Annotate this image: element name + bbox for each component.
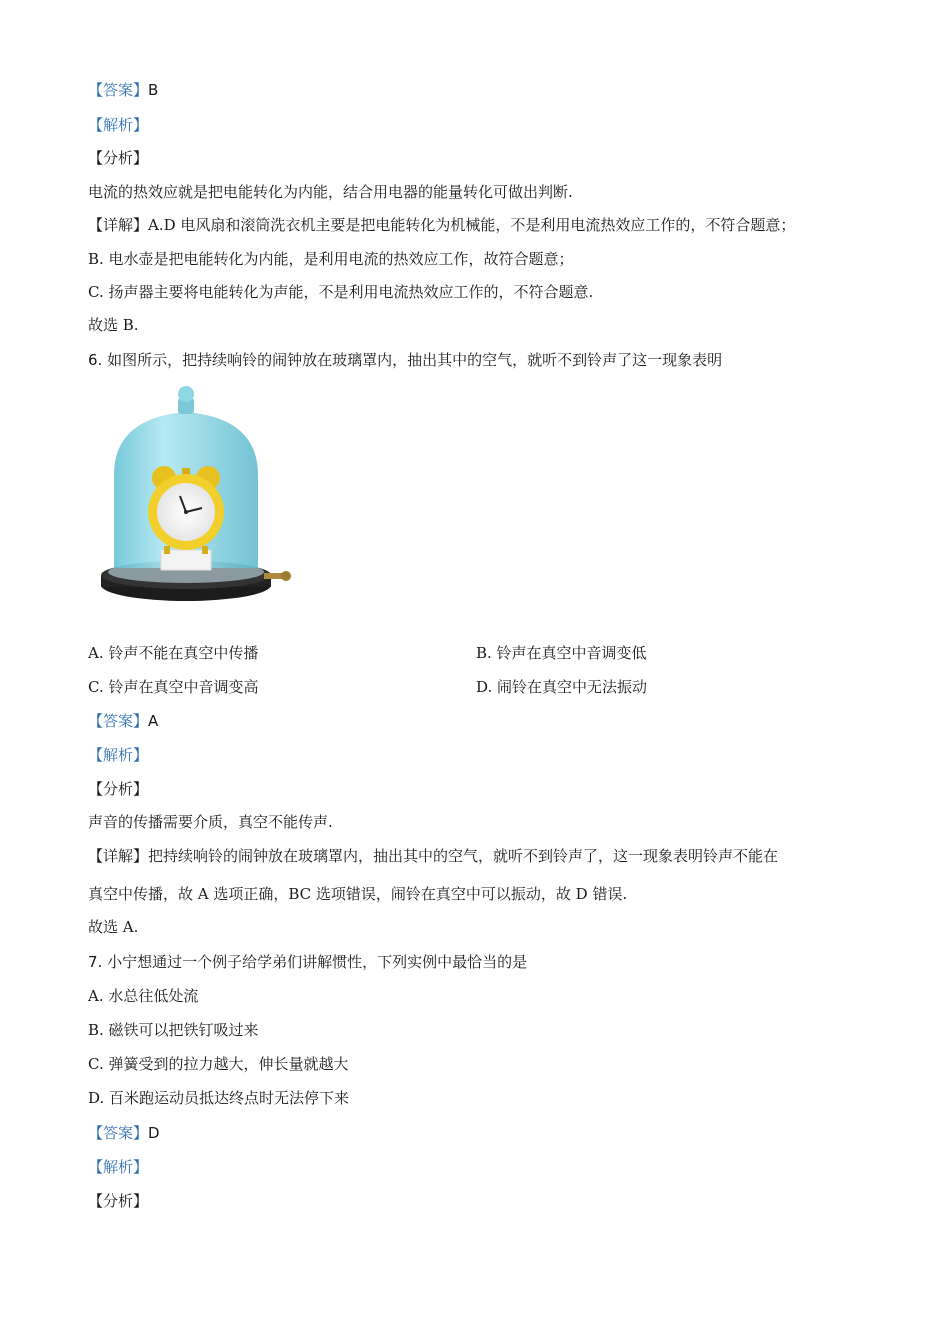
q7-option-c: C. 弹簧受到的拉力越大，伸长量就越大: [88, 1055, 349, 1073]
xiangjie-tag: 【详解】: [88, 847, 149, 865]
answer-value: A: [148, 712, 159, 730]
q5-xiangjie-3: C. 扬声器主要将电能转化为声能，不是利用电流热效应工作的，不符合题意.: [88, 283, 594, 301]
q5-fenxi-text: 电流的热效应就是把电能转化为内能，结合用电器的能量转化可做出判断.: [88, 183, 573, 201]
answer-value: D: [148, 1124, 160, 1142]
q6-xiangjie-2: 真空中传播，故 A 选项正确，BC 选项错误，闹铃在真空中可以振动，故 D 错误.: [88, 885, 628, 903]
q6-fenxi-text: 声音的传播需要介质，真空不能传声.: [88, 813, 333, 831]
q7-stem-row: [88, 952, 527, 972]
q6-option-d: D. 闹铃在真空中无法振动: [476, 678, 648, 696]
q7-answer-row: [88, 1123, 160, 1143]
answer-value: B: [148, 81, 159, 99]
q5-answer-row: [88, 80, 158, 100]
q6-fenxi-tag: 【分析】: [88, 780, 149, 798]
q6-option-a: A. 铃声不能在真空中传播: [88, 644, 259, 662]
q7-fenxi-tag: 【分析】: [88, 1192, 149, 1210]
q6-option-b: B. 铃声在真空中音调变低: [476, 644, 647, 662]
answer-tag: 【答案】: [88, 1124, 149, 1142]
xiangjie-tag: 【详解】: [88, 216, 149, 234]
question-number: 6.: [88, 351, 103, 369]
q7-option-d: D. 百米跑运动员抵达终点时无法停下来: [88, 1089, 350, 1107]
xiangjie-text: 把持续响铃的闹钟放在玻璃罩内，抽出其中的空气，就听不到铃声了，这一现象表明铃声不能在: [148, 847, 779, 865]
q7-option-b: B. 磁铁可以把铁钉吸过来: [88, 1021, 259, 1039]
question-number: 7.: [88, 953, 103, 971]
q5-xiangjie-1: [88, 215, 795, 235]
q7-jiexi-tag: 【解析】: [88, 1158, 149, 1176]
q5-xiangjie-2: B. 电水壶是把电能转化为内能，是利用电流的热效应工作，故符合题意；: [88, 250, 574, 268]
q6-stem-row: [88, 350, 722, 370]
q6-xiangjie-1: [88, 846, 778, 866]
question-stem: 小宁想通过一个例子给学弟们讲解惯性，下列实例中最恰当的是: [107, 953, 528, 971]
xiangjie-text: A.D 电风扇和滚筒洗衣机主要是把电能转化为机械能，不是利用电流热效应工作的，不符合题意；: [148, 216, 796, 234]
question-stem: 如图所示，把持续响铃的闹钟放在玻璃罩内，抽出其中的空气，就听不到铃声了这一现象表明: [107, 351, 723, 369]
q5-jiexi-tag: 【解析】: [88, 116, 149, 134]
q6-option-c: C. 铃声在真空中音调变高: [88, 678, 259, 696]
q6-jiexi-tag: 【解析】: [88, 746, 149, 764]
q6-answer-row: [88, 711, 158, 731]
q5-guxuan: 故选 B.: [88, 316, 139, 334]
answer-tag: 【答案】: [88, 81, 149, 99]
q7-option-a: A. 水总往低处流: [88, 987, 199, 1005]
bell-jar-alarm-clock-figure: [96, 380, 296, 620]
q5-fenxi-tag: 【分析】: [88, 149, 149, 167]
answer-tag: 【答案】: [88, 712, 149, 730]
q6-guxuan: 故选 A.: [88, 918, 139, 936]
